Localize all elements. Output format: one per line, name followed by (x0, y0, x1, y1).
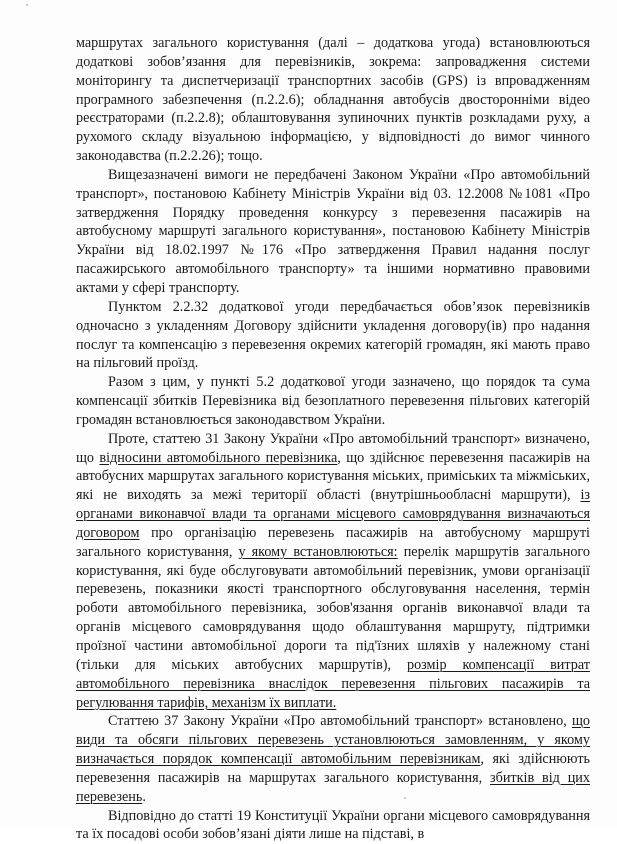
text-segment: перелік маршрутів загального користування, які буде обслуговувати автомобільний перевізник, умови організації перевезень, показники якості транспортного обслуговування населення, термін роботи автомобільного перевізника, зобов'язання органів виконавчої влади та органів місцевого самоврядування щодо облаштування маршруту, підтримки проїзної частини автомобільної дороги та під'їзних шляхів у належному стані (тільки для міських автобусних маршрутів), (76, 543, 590, 673)
text-segment: Вищезазначені вимоги не передбачені Законом України «Про автомобільний транспорт», постановою Кабінету Міністрів України від 03. 12.2008 №1081 «Про затвердження Порядку проведення конкурсу з перевезення пасажирів на автобусному маршруті загального користування», постановою Кабінету Міністрів України від 18.02.1997 №176 «Про затвердження Правил надання послуг пасажирського автомобільного транспорту» та іншими нормативно правовими актами у сфері транспорту. (76, 166, 590, 296)
underlined-text: із органами виконавчої влади та органами місцевого самоврядування визначаються договором (76, 487, 590, 541)
text-segment: Разом з цим, у пункті 5.2 додаткової угоди зазначено, що порядок та сума компенсації збитків Перевізника від безоплатного перевезення пільгових категорій громадян встановлюється законодавством України. (76, 374, 590, 428)
underlined-text: що види та обсяги пільгових перевезень установлюються замовленням, у якому визначається порядок компенсації автомобільним перевізникам (76, 713, 590, 768)
scan-speck (26, 4, 28, 6)
text-segment: Статтею 37 Закону України «Про автомобільний транспорт» встановлено, (108, 713, 572, 730)
underlined-text: відносини автомобільного перевізника (99, 449, 338, 466)
underlined-text: розмір компенсації витрат автомобільного перевізника внаслідок перевезення пільгових пасажирів та регулювання тарифів, механізм їх виплати. (76, 656, 590, 711)
paragraph-2 (76, 166, 590, 298)
paragraph-1 (76, 34, 590, 166)
text-segment: . (142, 788, 146, 805)
underlined-text: у якому встановлюються: (238, 543, 398, 560)
text-segment: , які здійснюють перевезення пасажирів на маршрутах загального користування, (76, 751, 590, 786)
paragraph-4 (76, 373, 590, 430)
document-body (76, 34, 590, 844)
text-segment: , що здійснює перевезення пасажирів на автобусних маршрутах загального користування міських, приміських та міжміських, які не виходять за межі території області (внутрішньообласні маршрути), (76, 449, 590, 504)
text-segment: маршрутах загального користування (далі – додаткова угода) встановлюються додаткові зобов’язання для перевізників, зокрема: запровадження системи моніторингу та диспетчеризації транспортних засобів (GPS) із впровадженням програмного забезпечення (п.2.2.6); обладнання автобусів двосторонніми відео реєстраторами (п.2.2.8); облаштовування зупиночних пунктів розкладами руху, а рухомого складу візуальною інформацією, у відповідності до вимог чинного законодавства (п.2.2.26); тощо. (76, 35, 590, 165)
paragraph-5 (76, 430, 590, 713)
text-segment: Відповідно до статті 19 Конституції України органи місцевого самоврядування та їх посадові особи зобов’язані діяти лише на підставі, в (76, 807, 590, 843)
paragraph-3 (76, 298, 590, 373)
text-segment: Пунктом 2.2.32 додаткової угоди передбачається обов’язок перевізників одночасно з укладенням Договору здійснити укладення договору(ів) про надання послуг та компенсацію з перевезення окремих категорій громадян, які мають право на пільговий проїзд. (76, 298, 590, 372)
paragraph-6 (76, 712, 590, 806)
underlined-text: збитків від цих перевезень (76, 769, 590, 805)
text-segment: Проте, статтею 31 Закону України «Про автомобільний транспорт» визначено, що (76, 430, 590, 466)
paragraph-7 (76, 807, 590, 844)
text-segment: про організацію перевезень пасажирів на автобусному маршруті загального користування, (76, 524, 590, 560)
